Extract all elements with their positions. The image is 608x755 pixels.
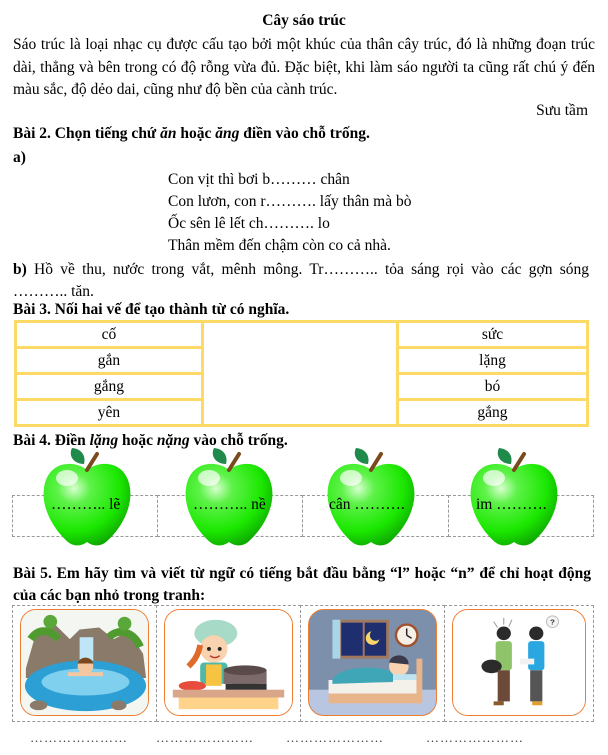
right-column — [396, 320, 589, 427]
right-cell[interactable]: gắng — [396, 398, 589, 427]
bai4-prompt-pre: . Điền — [47, 432, 90, 449]
left-cell[interactable]: cố — [14, 320, 204, 349]
apple-word-blank[interactable]: cân ………. — [329, 496, 405, 513]
poem-line: Con vịt thì bơi b……… chân — [168, 171, 350, 188]
bai4-number: Bài 4 — [13, 432, 48, 449]
bai2-part-b-label: b) — [13, 261, 27, 278]
poem-line: Con lươn, con r………. lấy thân mà bò — [168, 193, 412, 210]
bai2-number: Bài 2 — [13, 125, 48, 142]
girl-cooking-picture — [164, 609, 293, 716]
answer-blank[interactable]: ………………… — [30, 730, 128, 745]
bai4-prompt-post: vào chỗ trống. — [189, 432, 288, 449]
left-column — [14, 320, 204, 427]
bai5-prompt: . Em hãy tìm và viết từ ngữ có tiếng bắt đầu bằng “l” hoặc “n” để chỉ hoạt động của các bạn nhỏ trong tranh: — [13, 565, 591, 604]
picture-row — [12, 605, 594, 722]
poem-line: Ốc sên lê lết ch………. lo — [168, 215, 330, 232]
picture-cell — [12, 605, 157, 722]
bai4-option-1: lặng — [89, 432, 119, 449]
reading-paragraph: Sáo trúc là loại nhạc cụ được cấu tạo bởi một khúc của thân cây trúc, đó là những đoạn trúc dài, thẳng và bên trong có độ rỗng vừa đủ. Đặc biệt, khi làm sáo người ta cũng rất chú ý đến màu sắc, độ dẻo dai, cũng như độ bền của cành trúc. — [13, 36, 595, 98]
left-cell[interactable]: gắn — [14, 346, 204, 375]
left-cell[interactable]: yên — [14, 398, 204, 427]
bai3-number: Bài 3 — [13, 301, 48, 318]
apple-word-blank[interactable]: ……….. nề — [193, 496, 266, 513]
right-cell[interactable]: lặng — [396, 346, 589, 375]
boy-swimming-picture — [20, 609, 149, 716]
bai3-prompt: . Nối hai vế để tạo thành từ có nghĩa. — [47, 301, 290, 318]
bai2-part-a-label: a) — [13, 149, 26, 166]
bai2-part-b-text: Hồ về thu, nước trong vắt, mênh mông. Tr……….. tỏa sáng rọi vào các gợn sóng ……….. tăn. — [13, 261, 589, 300]
reading-source: Sưu tầm — [536, 102, 588, 119]
picture-cell — [156, 605, 301, 722]
bai4-option-2: nặng — [156, 432, 190, 449]
bai5-heading — [13, 563, 591, 607]
bai2-part-b — [13, 259, 589, 302]
apple-word-blank[interactable]: ……….. lẽ — [51, 496, 121, 513]
bai2-option-1: ăn — [160, 125, 177, 142]
poem-line: Thân mềm đến chậm còn co cả nhà. — [168, 237, 391, 254]
bai3-heading — [13, 300, 289, 320]
right-cell[interactable]: bó — [396, 372, 589, 401]
bai4-prompt-mid: hoặc — [118, 432, 157, 449]
answer-blank[interactable]: ………………… — [156, 730, 254, 745]
bai2-option-2: ăng — [215, 125, 240, 142]
bai2-prompt-mid: hoặc — [176, 125, 216, 142]
matching-table — [14, 320, 589, 427]
picture-cell — [444, 605, 594, 722]
boy-sleeping-picture — [308, 609, 437, 716]
bai2-prompt-pre: . Chọn tiếng chứ — [47, 125, 161, 142]
answer-blank[interactable]: ………………… — [426, 730, 524, 745]
left-cell[interactable]: gắng — [14, 372, 204, 401]
answer-blank[interactable]: ………………… — [286, 730, 384, 745]
boys-talking-picture — [452, 609, 586, 716]
bai2-heading — [13, 124, 370, 144]
reading-title: Cây sáo trúc — [262, 12, 346, 29]
apple-word-blank[interactable]: im ………. — [476, 496, 547, 513]
connection-area[interactable] — [204, 320, 396, 427]
picture-cell — [300, 605, 445, 722]
bai2-prompt-post: điền vào chỗ trống. — [239, 125, 370, 142]
svg-text:?: ? — [549, 617, 555, 627]
bai5-number: Bài 5 — [13, 565, 48, 582]
right-cell[interactable]: sức — [396, 320, 589, 349]
